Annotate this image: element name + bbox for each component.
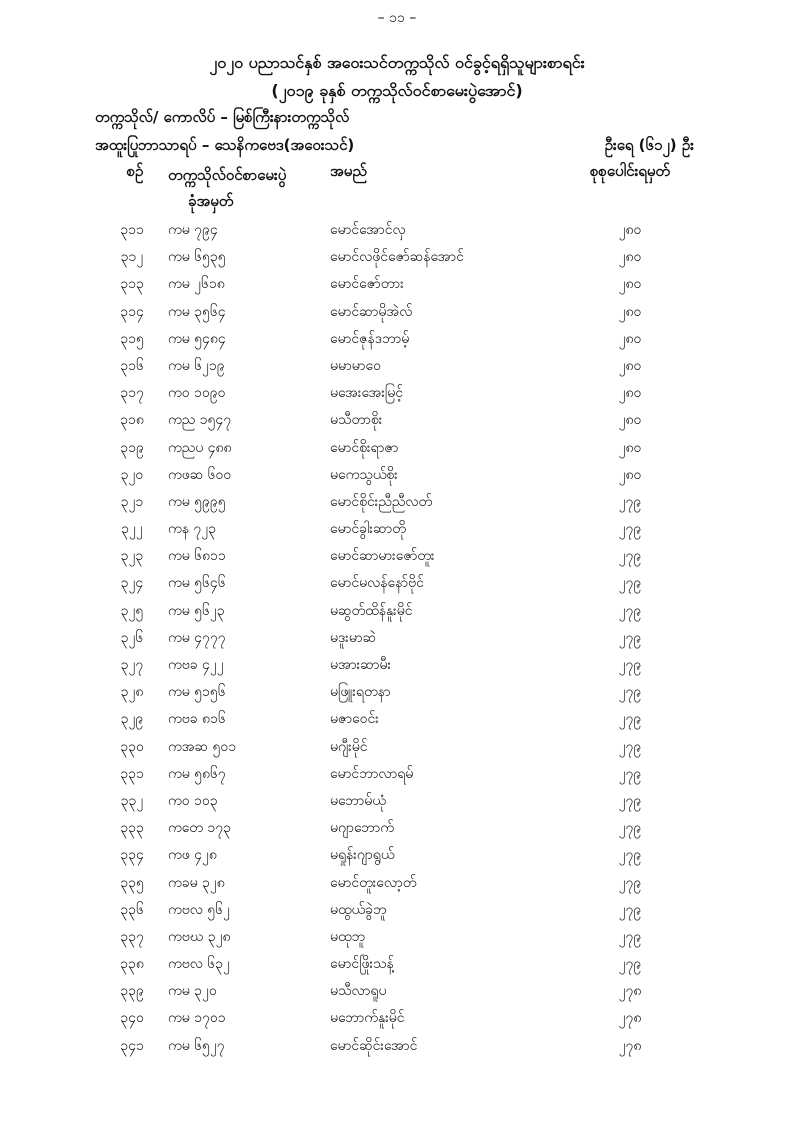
- row-no: ၃၃၁: [120, 765, 144, 782]
- row-roll-number: ကမ ၄၇၇၇: [168, 629, 226, 646]
- row-no: ၃၁၄: [120, 303, 144, 320]
- page-number: – ၁၁ –: [377, 10, 417, 26]
- row-name: မကေသွယ်စိုး: [330, 466, 398, 483]
- row-total-marks: ၂၇၉: [618, 928, 642, 945]
- row-total-marks: ၂၇၉: [618, 738, 642, 755]
- table-row: [0, 353, 794, 380]
- results-table: [0, 217, 794, 1060]
- row-total-marks: ၂၈၀: [618, 249, 642, 266]
- row-roll-number: ကဗလ ၅၆၂: [168, 901, 230, 918]
- row-name: မထွယ်ခွဲဘူ: [330, 901, 387, 918]
- row-no: ၃၂၅: [120, 602, 144, 619]
- row-roll-number: ကဝ ၁၀၉၀: [168, 385, 226, 402]
- table-row: [0, 870, 794, 897]
- row-roll-number: ကမ ၁၇၀၁: [168, 1010, 226, 1027]
- row-no: ၃၁၃: [120, 276, 144, 293]
- table-row: [0, 489, 794, 516]
- row-roll-number: ကဗခ ၄၂၂: [168, 657, 224, 673]
- row-total-marks: ၂၇၉: [618, 820, 642, 837]
- row-no: ၃၃၀: [120, 738, 144, 755]
- row-name: မဇာဝေင်း: [330, 711, 379, 728]
- row-name: မောင်အောင်လှ: [330, 222, 406, 238]
- row-no: ၃၃၉: [120, 983, 144, 1000]
- row-no: ၃၂၄: [120, 575, 144, 592]
- row-name: မဆွတ်ထိန်နူးမိုင်: [330, 602, 413, 619]
- table-row: [0, 407, 794, 434]
- major-line: အထူးပြုဘာသာရပ် – သေနိကဗေဒ(အဝေးသင်): [95, 136, 355, 154]
- row-roll-number: ကဖဆ ၆၀၀: [168, 466, 232, 483]
- table-row: [0, 761, 794, 788]
- row-no: ၃၄၁: [120, 1037, 144, 1054]
- row-total-marks: ၂၇၉: [618, 493, 642, 510]
- row-total-marks: ၂၇၉: [618, 521, 642, 538]
- row-total-marks: ၂၈၀: [618, 222, 642, 238]
- row-roll-number: ကမ ၆၅၃၅: [168, 249, 226, 266]
- row-total-marks: ၂၈၀: [618, 303, 642, 320]
- row-total-marks: ၂၇၉: [618, 792, 642, 809]
- table-row: [0, 435, 794, 462]
- row-no: ၃၃၇: [120, 928, 144, 945]
- row-name: မောင်တူးလော့တ်: [330, 874, 417, 891]
- row-total-marks: ၂၈၀: [618, 466, 642, 483]
- row-roll-number: ကဖ ၄၂၈: [168, 847, 217, 864]
- row-no: ၃၃၅: [120, 874, 144, 891]
- row-total-marks: ၂၈၀: [618, 439, 642, 456]
- table-row: [0, 380, 794, 407]
- header-roll-line1: တက္ကသိုလ်ဝင်စာမေးပွဲ: [168, 166, 287, 184]
- row-no: ၃၁၆: [120, 357, 144, 374]
- table-row: [0, 543, 794, 570]
- row-no: ၃၁၇: [120, 385, 144, 402]
- row-roll-number: ကမ ၅၄၈၄: [168, 330, 226, 347]
- row-total-marks: ၂၇၉: [618, 711, 642, 728]
- row-total-marks: ၂၇၈: [618, 983, 642, 1000]
- row-name: မဖြူးရတနာ: [330, 684, 391, 701]
- row-roll-number: ကအဆ ၅၀၁: [168, 738, 237, 755]
- document-title: ၂၀၂၀ ပညာသင်နှစ် အဝေးသင်တက္ကသိုလ် ဝင်ခွင့်ရရှိသူများစာရင်း: [209, 53, 585, 72]
- row-no: ၃၃၄: [120, 847, 144, 864]
- row-name: မောင်ဆာမိုအဲလ်: [330, 303, 413, 320]
- row-no: ၃၂၃: [120, 548, 144, 565]
- table-row: [0, 598, 794, 625]
- row-roll-number: ကမ ၆၈၁၁: [168, 548, 226, 565]
- row-no: ၃၁၉: [120, 439, 144, 456]
- row-name: မသီတာစိုး: [330, 412, 383, 429]
- header-no: စဉ်: [126, 162, 144, 180]
- row-no: ၃၃၈: [120, 956, 144, 973]
- row-name: မောင်မလန်နော်ဗိုင်: [330, 575, 424, 592]
- row-roll-number: ကန ၇၂၃: [168, 521, 217, 538]
- table-row: [0, 516, 794, 543]
- row-roll-number: ကမ ၅၉၉၅: [168, 493, 226, 510]
- row-name: မအေးအေးမြင့်: [330, 385, 404, 402]
- table-row: [0, 842, 794, 869]
- row-name: မအားဆာမီး: [330, 657, 392, 673]
- row-name: မောင်ခွါးဆာတို: [330, 521, 406, 538]
- header-total-marks: စုစုပေါင်းရမှတ်: [589, 162, 671, 180]
- table-row: [0, 815, 794, 842]
- row-name: မဘောမ်ယုံ: [330, 792, 386, 809]
- row-roll-number: ကညပ ၄၈၈: [168, 439, 232, 456]
- document-subtitle: (၂၀၁၉ ခုနှစ် တက္ကသိုလ်ဝင်စာမေးပွဲအောင်): [271, 81, 523, 100]
- row-total-marks: ၂၇၉: [618, 956, 642, 973]
- table-row: [0, 978, 794, 1005]
- row-name: မောင်လဖိုင်ဇော်ဆန်အောင်: [330, 249, 464, 266]
- row-total-marks: ၂၇၈: [618, 1010, 642, 1027]
- row-no: ၃၂၁: [120, 493, 144, 510]
- table-row: [0, 897, 794, 924]
- row-no: ၃၁၅: [120, 330, 144, 347]
- row-roll-number: ကမ ၅၈၆၇: [168, 765, 226, 782]
- row-no: ၃၂၉: [120, 711, 144, 728]
- row-total-marks: ၂၇၉: [618, 847, 642, 864]
- row-name: မသီလာရူပ: [330, 983, 387, 1000]
- header-roll-line2: ခုံအမှတ်: [188, 192, 234, 210]
- row-name: မောင်ဆိုင်းအောင်: [330, 1037, 418, 1054]
- row-no: ၃၂၀: [120, 466, 144, 483]
- row-total-marks: ၂၈၀: [618, 412, 642, 429]
- row-roll-number: ကဗဃ ၃၂၈: [168, 928, 231, 945]
- row-total-marks: ၂၇၉: [618, 657, 642, 673]
- table-row: [0, 706, 794, 733]
- row-no: ၃၃၂: [120, 792, 144, 809]
- row-roll-number: ကမ ၃၅၆၄: [168, 303, 226, 320]
- row-roll-number: ကဗလ ၆၃၂: [168, 956, 230, 973]
- table-row: [0, 625, 794, 652]
- row-name: မောင်ဇော်တား: [330, 276, 404, 293]
- row-roll-number: ကမ ၃၂၀: [168, 983, 217, 1000]
- header-name: အမည်: [330, 162, 367, 180]
- row-roll-number: ကမ ၆၂၁၉: [168, 357, 225, 374]
- row-roll-number: ကမ ၅၆၂၃: [168, 602, 225, 619]
- header-roll-number: [168, 162, 318, 214]
- row-total-marks: ၂၇၉: [618, 548, 642, 565]
- row-name: မောင်စိုင်းညီညီလတ်: [330, 493, 433, 510]
- row-no: ၃၂၆: [120, 629, 144, 646]
- row-roll-number: ကမ ၅၆၄၆: [168, 575, 226, 592]
- row-roll-number: ကတေ ၁၇၃: [168, 820, 232, 837]
- table-row: [0, 462, 794, 489]
- row-total-marks: ၂၇၉: [618, 602, 642, 619]
- row-no: ၃၂၇: [120, 657, 144, 673]
- row-name: မဒူးမာဆဲ: [330, 629, 377, 646]
- row-name: မထုဘူ: [330, 928, 366, 945]
- row-total-marks: ၂၇၉: [618, 629, 642, 646]
- row-total-marks: ၂၈၀: [618, 330, 642, 347]
- table-row: [0, 679, 794, 706]
- row-no: ၃၃၆: [120, 901, 144, 918]
- row-name: မဘောက်နူးမိုင်: [330, 1010, 405, 1027]
- table-row: [0, 570, 794, 597]
- row-name: မဂျာဘောက်: [330, 820, 394, 837]
- row-name: မရှုန်းဂျာရွယ်: [330, 847, 395, 864]
- row-roll-number: ကည ၁၅၄၇: [168, 412, 232, 429]
- row-total-marks: ၂၇၉: [618, 901, 642, 918]
- row-total-marks: ၂၇၉: [618, 765, 642, 782]
- row-name: မောင်ဖြိုးသန့်: [330, 956, 394, 973]
- row-name: မောင်စိုးရာဇာ: [330, 439, 399, 456]
- row-name: မောင်ဆာမားဇော်တူး: [330, 548, 435, 565]
- row-no: ၃၃၃: [120, 820, 144, 837]
- university-line: တက္ကသိုလ်/ ကောလိပ် – မြစ်ကြီးနားတက္ကသိုလ်: [95, 108, 350, 126]
- row-name: မောင်ဇုန်ဒဘာမ့်: [330, 330, 410, 347]
- row-no: ၃၁၁: [120, 222, 144, 238]
- row-name: မောင်ဘာလာရမ်: [330, 765, 414, 782]
- row-name: မမာမာဝေ: [330, 357, 381, 374]
- row-roll-number: ကမ ၇၉၄: [168, 222, 218, 238]
- table-row: [0, 244, 794, 271]
- row-roll-number: ကဝ ၁၀၃: [168, 792, 218, 809]
- table-row: [0, 1005, 794, 1032]
- row-roll-number: ကမ ၂၆၁၈: [168, 276, 225, 293]
- table-row: [0, 217, 794, 244]
- row-no: ၃၂၂: [121, 521, 143, 538]
- row-no: ၃၁၈: [120, 412, 144, 429]
- row-total-marks: ၂၈၀: [618, 357, 642, 374]
- row-total-marks: ၂၇၉: [618, 684, 642, 701]
- row-total-marks: ၂၇၉: [618, 575, 642, 592]
- row-total-marks: ၂၈၀: [618, 385, 642, 402]
- table-row: [0, 788, 794, 815]
- row-roll-number: ကခမ ၃၂၈: [168, 874, 225, 891]
- row-total-marks: ၂၈၀: [618, 276, 642, 293]
- row-no: ၃၄၀: [120, 1010, 144, 1027]
- table-row: [0, 271, 794, 298]
- row-no: ၃၁၂: [120, 249, 144, 266]
- table-row: [0, 1033, 794, 1060]
- total-count: ဦးရေ (၆၁၂) ဦး: [604, 136, 694, 154]
- row-name: မဂျီးမိုင်: [330, 738, 368, 755]
- row-no: ၃၂၈: [120, 684, 144, 701]
- row-roll-number: ကဗခ ၈၁၆: [168, 711, 226, 728]
- row-roll-number: ကမ ၆၅၂၇: [168, 1037, 225, 1054]
- table-row: [0, 924, 794, 951]
- table-row: [0, 652, 794, 679]
- row-total-marks: ၂၇၉: [618, 874, 642, 891]
- table-row: [0, 326, 794, 353]
- row-total-marks: ၂၇၈: [618, 1037, 642, 1054]
- table-row: [0, 299, 794, 326]
- row-roll-number: ကမ ၅၁၅၆: [168, 684, 226, 701]
- table-row: [0, 734, 794, 761]
- table-row: [0, 951, 794, 978]
